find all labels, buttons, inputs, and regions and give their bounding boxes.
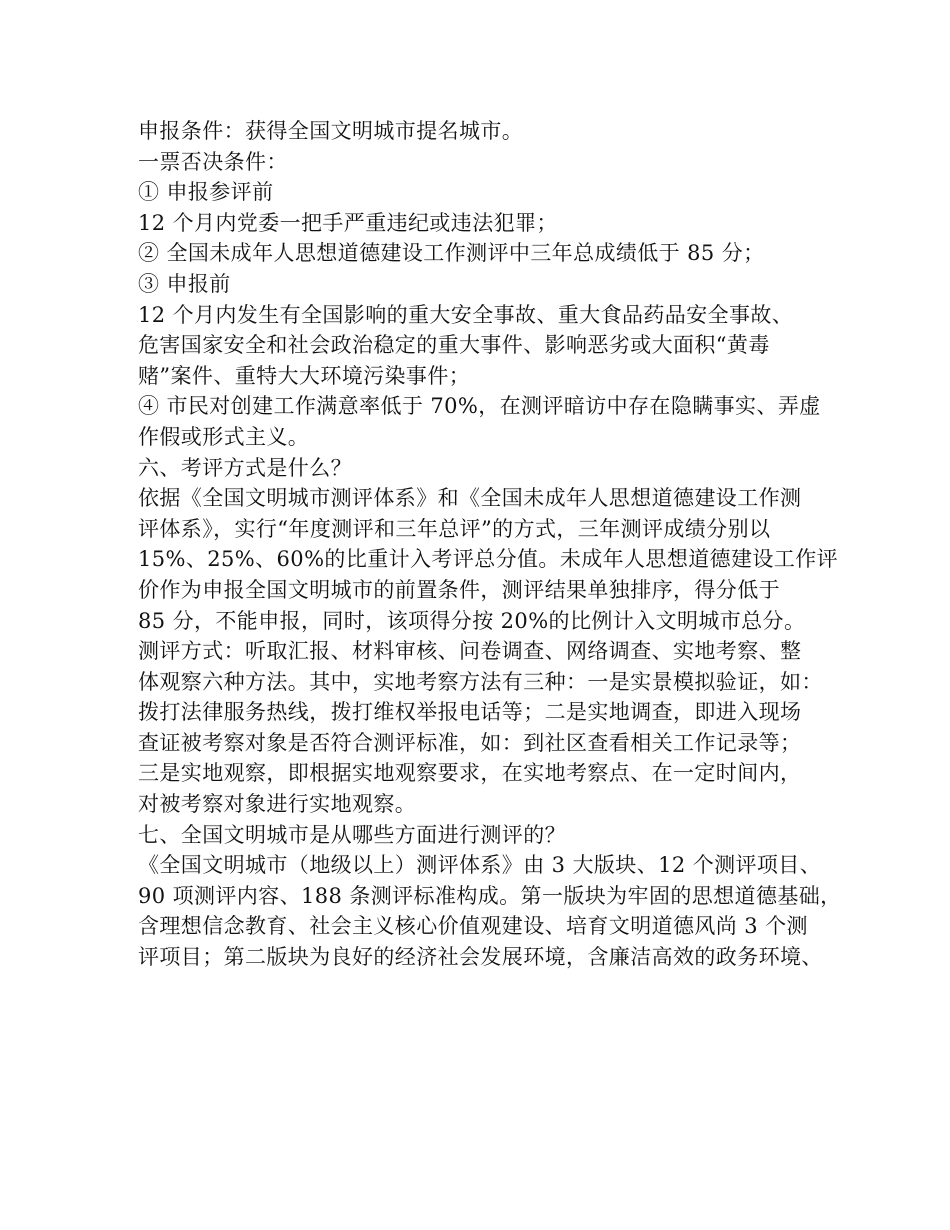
text-line: 评体系》，实行“年度测评和三年总评”的方式，三年测评成绩分别以	[138, 516, 771, 541]
text-line: ③ 申报前	[138, 271, 231, 296]
text-line: 依据《全国文明城市测评体系》和《全国未成年人思想道德建设工作测	[138, 486, 802, 511]
text-line: 赌”案件、重特大大环境污染事件；	[138, 363, 471, 388]
text-line: ② 全国未成年人思想道德建设工作测评中三年总成绩低于 85 分；	[138, 241, 765, 266]
text-line: 一票否决条件：	[138, 149, 288, 174]
text-line: 对被考察对象进行实地观察。	[138, 792, 417, 817]
text-line: 90 项测评内容、188 条测评标准构成。第一版块为牢固的思想道德基础，	[138, 883, 842, 908]
text-line: 85 分，不能申报，同时，该项得分按 20%的比例计入文明城市总分。	[138, 608, 806, 633]
text-line: ① 申报参评前	[138, 180, 274, 205]
text-line: 申报条件：获得全国文明城市提名城市。	[138, 119, 524, 143]
text-line: 查证被考察对象是否符合测评标准，如：到社区查看相关工作记录等；	[138, 730, 802, 755]
text-line: 12 个月内发生有全国影响的重大安全事故、重大食品药品安全事故、	[138, 302, 794, 327]
text-line: 危害国家安全和社会政治稳定的重大事件、影响恶劣或大面积“黄毒	[138, 333, 770, 358]
body-text	[138, 116, 842, 973]
text-line: 评项目；第二版块为良好的经济社会发展环境，含廉洁高效的政务环境、	[138, 945, 823, 970]
text-line: 15%、25%、60%的比重计入考评总分值。未成年人思想道德建设工作评	[138, 547, 839, 572]
section-heading: 六、考评方式是什么？	[138, 455, 352, 480]
section-heading: 七、全国文明城市是从哪些方面进行测评的？	[138, 822, 566, 847]
text-line: 三是实地观察，即根据实地观察要求，在实地考察点、在一定时间内，	[138, 761, 802, 786]
text-line: 12 个月内党委一把手严重违纪或违法犯罪；	[138, 210, 558, 235]
text-line: 价作为申报全国文明城市的前置条件，测评结果单独排序，得分低于	[138, 577, 780, 602]
text-line: 拨打法律服务热线，拨打维权举报电话等；二是实地调查，即进入现场	[138, 700, 802, 725]
text-line: 含理想信念教育、社会主义核心价值观建设、培育文明道德风尚 3 个测	[138, 914, 808, 939]
text-line: 《全国文明城市（地级以上）测评体系》由 3 大版块、12 个测评项目、	[138, 853, 822, 878]
text-line: 作假或形式主义。	[138, 424, 310, 449]
text-line: ④ 市民对创建工作满意率低于 70%，在测评暗访中存在隐瞒事实、弄虚	[138, 394, 821, 419]
text-line: 体观察六种方法。其中，实地考察方法有三种：一是实景模拟验证，如：	[138, 669, 823, 694]
text-line: 测评方式：听取汇报、材料审核、问卷调查、网络调查、实地考察、整	[138, 639, 802, 664]
